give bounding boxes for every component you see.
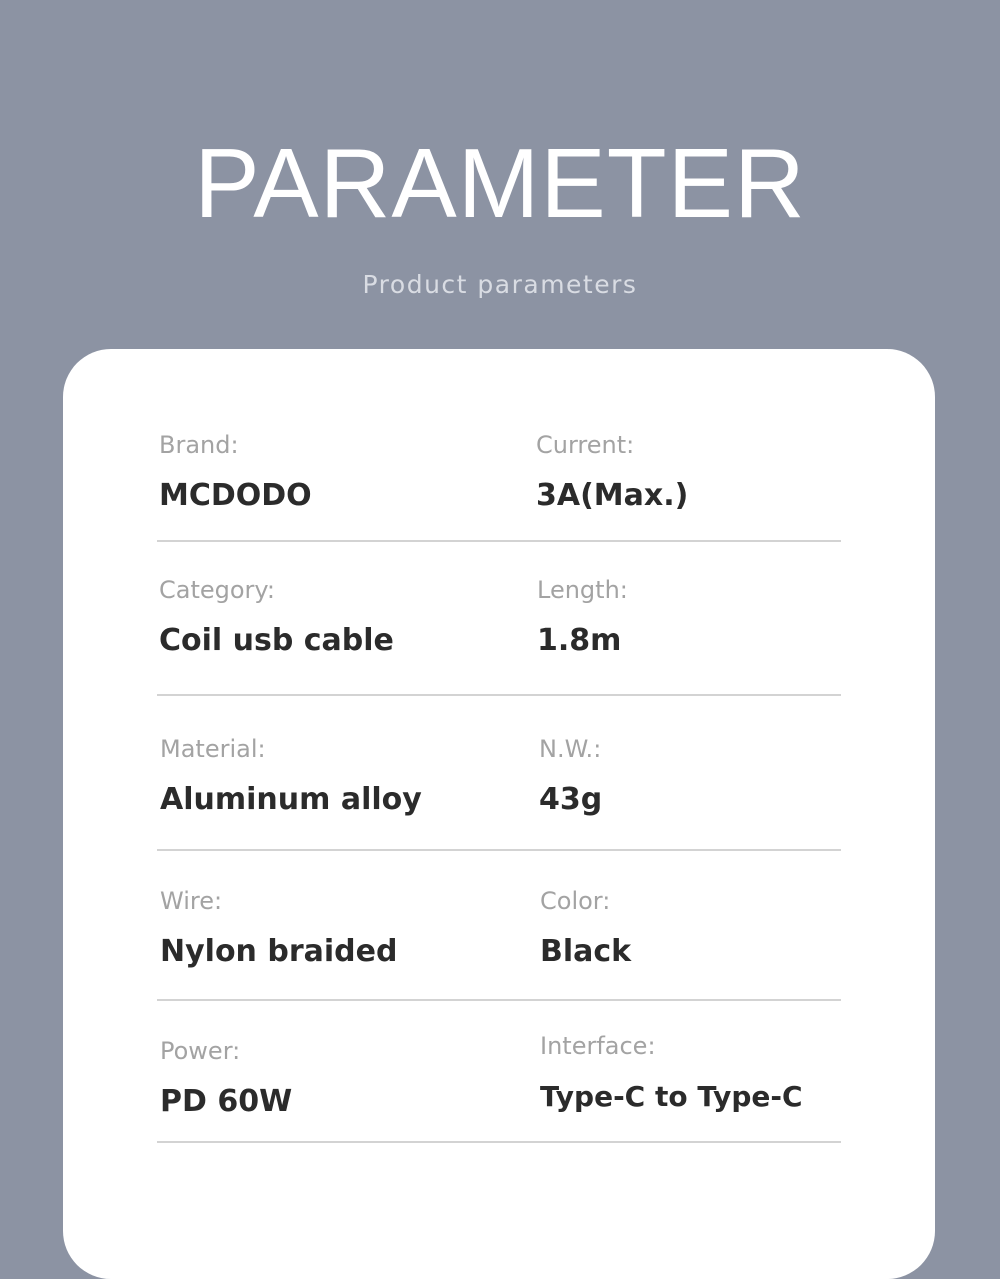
parameter-card (63, 349, 935, 1279)
param-length (537, 575, 628, 659)
param-material (160, 734, 422, 818)
param-value: PD 60W (160, 1084, 293, 1119)
param-value: Black (540, 934, 632, 969)
param-category (159, 575, 394, 659)
param-label: Material: (160, 735, 266, 763)
param-brand (159, 430, 312, 514)
param-current (536, 430, 688, 514)
param-label: Brand: (159, 431, 239, 459)
param-value: 3A(Max.) (536, 478, 689, 513)
param-power (160, 1036, 292, 1120)
param-row (157, 734, 841, 851)
param-label: Interface: (540, 1032, 656, 1060)
page-title: PARAMETER (194, 128, 806, 238)
param-label: Wire: (160, 887, 223, 915)
param-value: Type-C to Type-C (540, 1080, 803, 1113)
param-wire (160, 886, 397, 970)
param-row (157, 575, 841, 696)
param-row (157, 430, 841, 542)
param-label: Color: (540, 887, 611, 915)
param-label: Power: (160, 1037, 241, 1065)
param-value: Nylon braided (160, 934, 398, 969)
param-label: Category: (159, 576, 275, 604)
param-row (157, 1031, 841, 1143)
param-row (157, 886, 841, 1001)
page-subtitle: Product parameters (362, 270, 638, 299)
param-value: 43g (539, 782, 603, 817)
param-interface (540, 1031, 803, 1115)
param-value: 1.8m (537, 623, 622, 658)
param-color (540, 886, 631, 970)
param-value: MCDODO (159, 478, 312, 513)
param-label: Current: (536, 431, 635, 459)
param-value: Coil usb cable (159, 623, 394, 658)
param-net-weight (539, 734, 602, 818)
param-value: Aluminum alloy (160, 782, 422, 817)
param-label: N.W.: (539, 735, 602, 763)
param-label: Length: (537, 576, 628, 604)
